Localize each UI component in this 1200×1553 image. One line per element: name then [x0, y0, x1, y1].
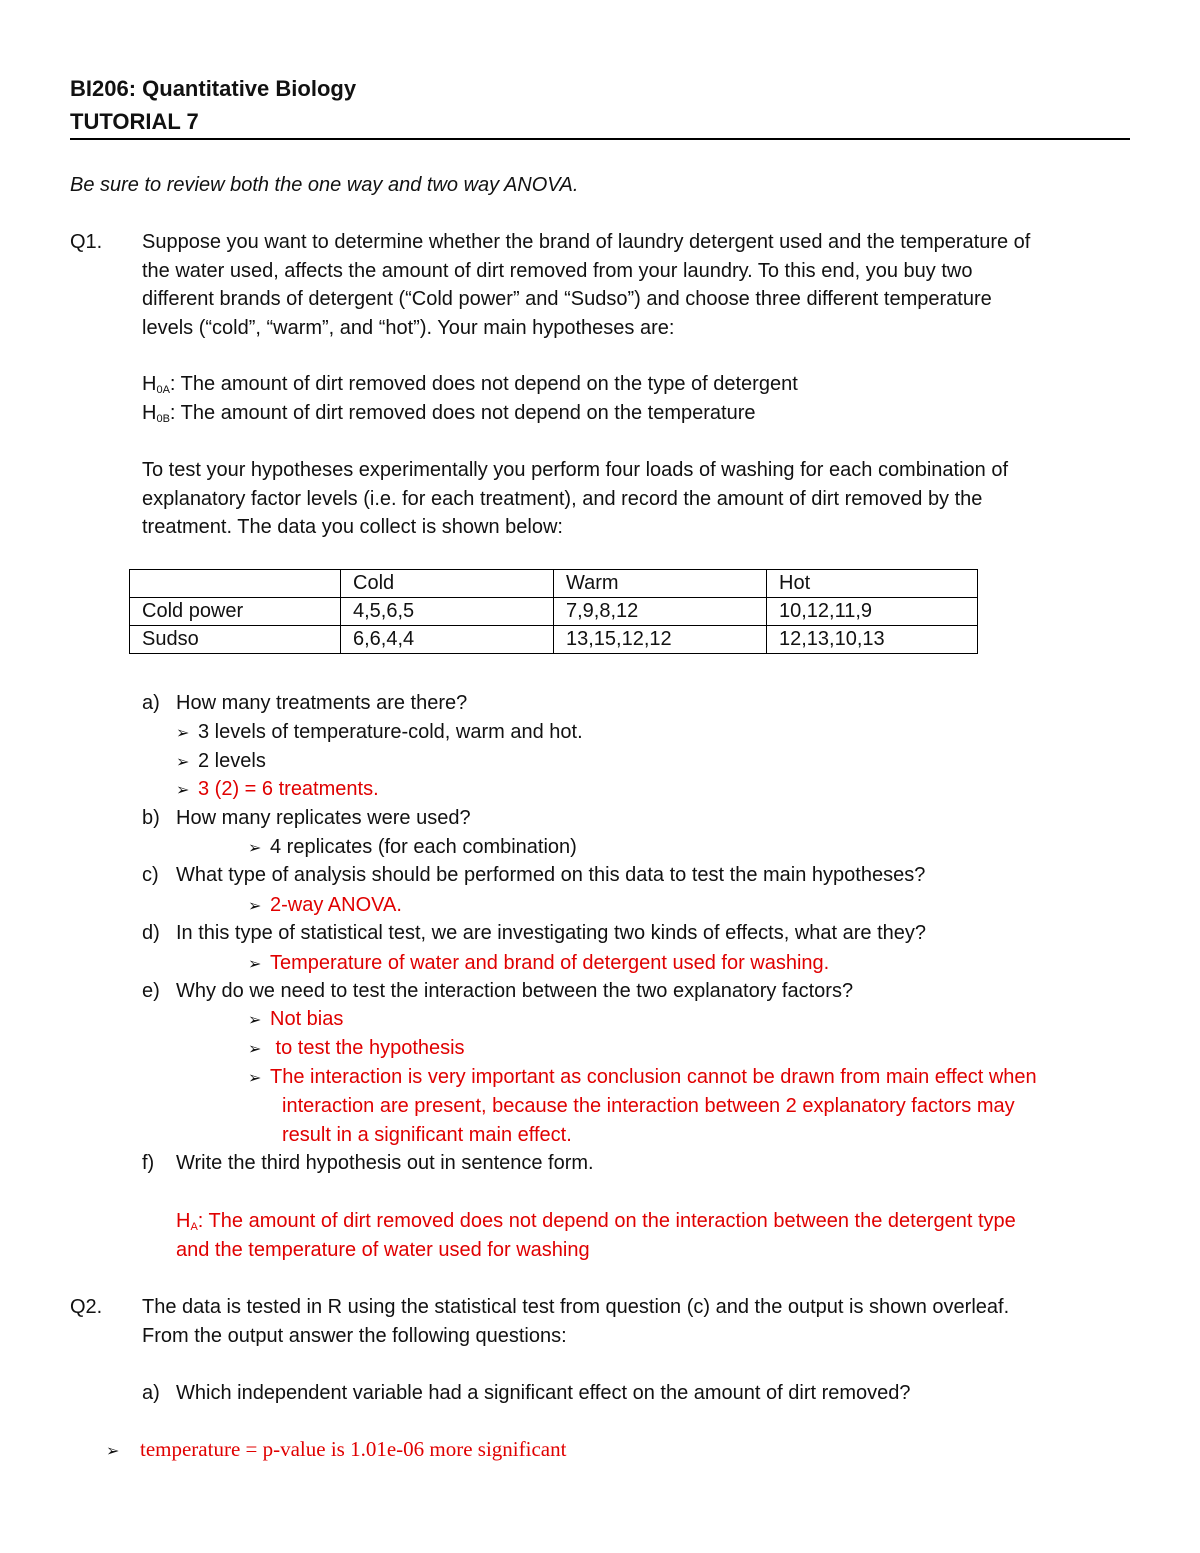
- h-symbol: H: [142, 402, 157, 424]
- hypothesis-a: [142, 371, 798, 403]
- q1e-answer-2: ➢ to test the hypothesis: [248, 1035, 465, 1063]
- q1b-answer: ➢ 4 replicates (for each combination): [248, 834, 577, 862]
- q1c-question: What type of analysis should be performed on this data to test the main hypotheses?: [176, 864, 926, 886]
- test-line-2: explanatory factor levels (i.e. for each treatment), and record the amount of dirt removed by the: [142, 488, 983, 510]
- arrow-bullet-icon: ➢: [176, 754, 190, 771]
- q1a-answer-3: ➢ 3 (2) = 6 treatments.: [176, 776, 379, 804]
- q2-line-2: From the output answer the following questions:: [142, 1325, 567, 1347]
- q1f-question: Write the third hypothesis out in sentence form.: [176, 1152, 594, 1174]
- table-cell: 6,6,4,4: [341, 626, 554, 654]
- hypothesis-b: [142, 400, 755, 432]
- q1e-answer-3: ➢ The interaction is very important as conclusion cannot be drawn from main effect when: [248, 1064, 1037, 1092]
- arrow-bullet-icon: ➢: [248, 898, 262, 915]
- h-subscript: A: [190, 1221, 198, 1233]
- arrow-bullet-icon: ➢: [248, 840, 262, 857]
- table-row: [130, 598, 978, 626]
- table-cell: Sudso: [130, 626, 341, 654]
- h-symbol: H: [176, 1210, 191, 1232]
- arrow-bullet-icon: ➢: [106, 1443, 120, 1460]
- test-line-3: treatment. The data you collect is shown below:: [142, 516, 563, 538]
- hypothesis-b-text: : The amount of dirt removed does not depend on the temperature: [169, 402, 756, 424]
- intro-note: Be sure to review both the one way and two way ANOVA.: [70, 174, 579, 196]
- arrow-bullet-icon: ➢: [248, 1012, 262, 1029]
- arrow-bullet-icon: ➢: [248, 956, 262, 973]
- q2-line-1: The data is tested in R using the statistical test from question (c) and the output is shown overleaf.: [142, 1296, 1010, 1318]
- course-title: BI206: Quantitative Biology: [70, 76, 357, 101]
- table-cell: Warm: [554, 570, 767, 598]
- q2-number: Q2.: [70, 1296, 103, 1318]
- q1f-answer-line-1: $H_A$: The amount of dirt removed does not depend on the interaction between the detergent type: [176, 1210, 1016, 1233]
- q1a-answer-2: ➢ 2 levels: [176, 748, 266, 776]
- q1a-answer-1: ➢ 3 levels of temperature-cold, warm and hot.: [176, 719, 583, 747]
- q2a-answer: ➢ temperature = p-value is 1.01e-06 more significant: [106, 1436, 566, 1465]
- table-cell: Cold: [341, 570, 554, 598]
- q1a-question: How many treatments are there?: [176, 692, 468, 714]
- h-symbol: H: [142, 373, 157, 395]
- q1e-answer-1: ➢ Not bias: [248, 1006, 343, 1034]
- q1-line-3: different brands of detergent (“Cold power” and “Sudso”) and choose three different temperature: [142, 288, 992, 310]
- arrow-bullet-icon: ➢: [176, 782, 190, 799]
- q2a-question: Which independent variable had a significant effect on the amount of dirt removed?: [176, 1382, 911, 1404]
- arrow-bullet-icon: ➢: [248, 1070, 262, 1087]
- q1a-label: a): [142, 692, 160, 714]
- q1b-label: b): [142, 807, 160, 829]
- q1e-label: e): [142, 980, 160, 1002]
- q1-line-1: Suppose you want to determine whether the brand of laundry detergent used and the temperature of: [142, 231, 1031, 253]
- data-table: [129, 569, 978, 654]
- q1-line-2: the water used, affects the amount of dirt removed from your laundry. To this end, you buy two: [142, 260, 973, 282]
- hypothesis-a-text: : The amount of dirt removed does not depend on the type of detergent: [169, 373, 798, 395]
- q2a-label: a): [142, 1382, 160, 1404]
- table-cell: 12,13,10,13: [767, 626, 978, 654]
- h-subscript: 0A: [156, 384, 170, 396]
- table-cell: 13,15,12,12: [554, 626, 767, 654]
- q1c-answer: ➢ 2-way ANOVA.: [248, 892, 402, 920]
- tutorial-title: TUTORIAL 7: [70, 109, 199, 134]
- table-cell: 10,12,11,9: [767, 598, 978, 626]
- table-cell: Hot: [767, 570, 978, 598]
- table-cell: Cold power: [130, 598, 341, 626]
- q1d-answer: ➢ Temperature of water and brand of detergent used for washing.: [248, 950, 829, 978]
- q1e-answer-3-line-3: result in a significant main effect.: [282, 1124, 572, 1146]
- arrow-bullet-icon: ➢: [176, 725, 190, 742]
- table-cell: [130, 570, 341, 598]
- q1f-answer-line-2: and the temperature of water used for washing: [176, 1239, 590, 1261]
- h-subscript: 0B: [156, 413, 170, 425]
- table-cell: 7,9,8,12: [554, 598, 767, 626]
- table-header-row: [130, 570, 978, 598]
- q1e-answer-3-line-2: interaction are present, because the interaction between 2 explanatory factors may: [282, 1095, 1015, 1117]
- q1d-label: d): [142, 922, 160, 944]
- title-divider: [70, 138, 1130, 140]
- q1-number: Q1.: [70, 231, 103, 253]
- q1d-question: In this type of statistical test, we are investigating two kinds of effects, what are they?: [176, 922, 927, 944]
- q1f-label: f): [142, 1152, 155, 1174]
- q1b-question: How many replicates were used?: [176, 807, 471, 829]
- q1c-label: c): [142, 864, 159, 886]
- arrow-bullet-icon: ➢: [248, 1041, 262, 1058]
- table-cell: 4,5,6,5: [341, 598, 554, 626]
- test-line-1: To test your hypotheses experimentally you perform four loads of washing for each combination of: [142, 459, 1009, 481]
- q1e-question: Why do we need to test the interaction between the two explanatory factors?: [176, 980, 854, 1002]
- table-row: [130, 626, 978, 654]
- q1-line-4: levels (“cold”, “warm”, and “hot”). Your main hypotheses are:: [142, 317, 675, 339]
